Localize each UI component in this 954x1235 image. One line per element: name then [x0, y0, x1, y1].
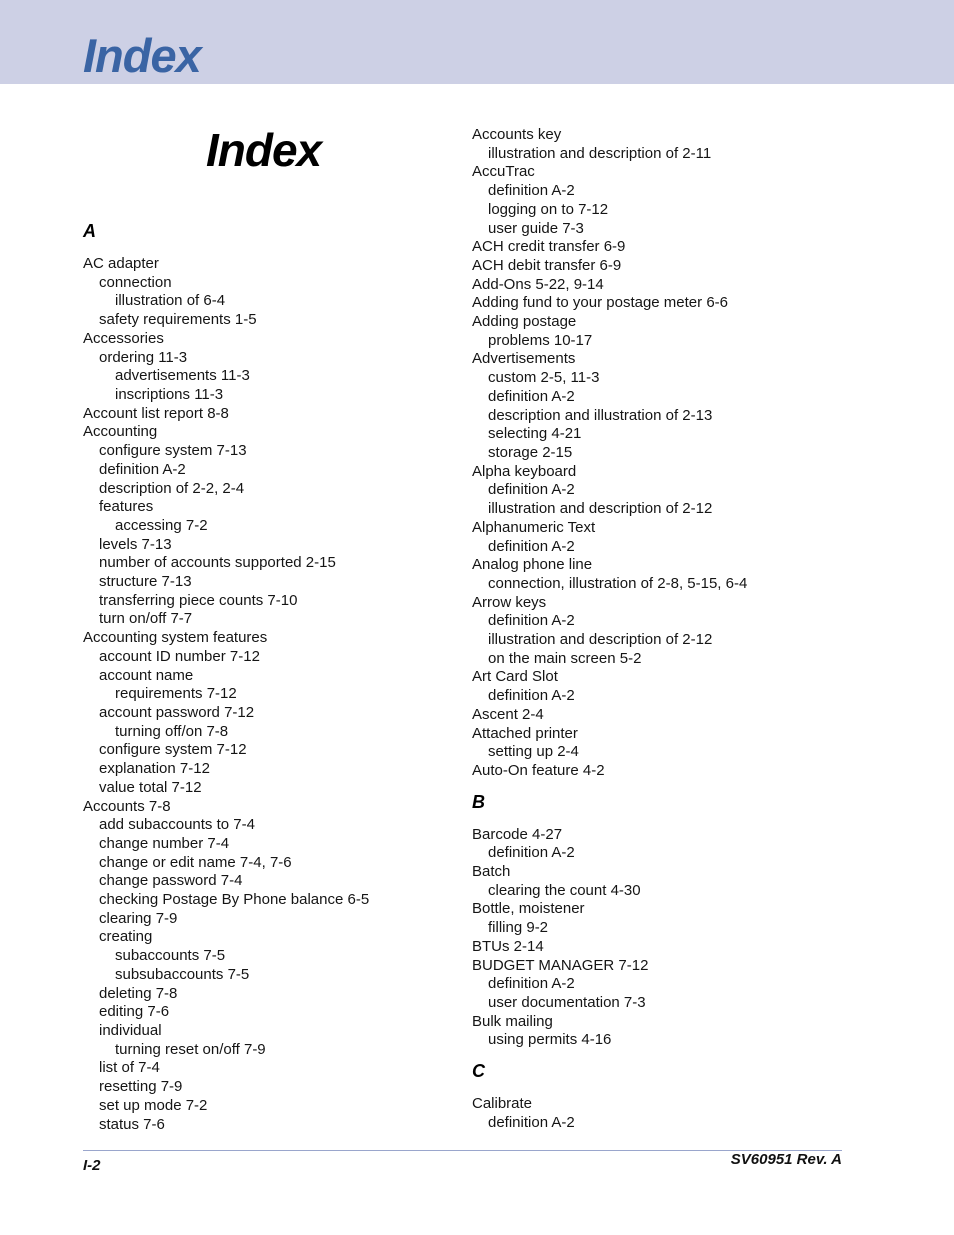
index-entry: definition A-2 [488, 975, 575, 992]
index-entry: turn on/off 7-7 [99, 610, 193, 627]
index-entry: account password 7-12 [99, 704, 255, 721]
index-entry: transferring piece counts 7-10 [99, 592, 298, 609]
index-entry: inscriptions 11-3 [115, 386, 224, 403]
index-entry: subaccounts 7-5 [115, 947, 226, 964]
index-entry: AccuTrac [472, 163, 535, 180]
index-entry: Attached printer [472, 725, 578, 742]
index-entry: Arrow keys [472, 594, 547, 611]
index-entry: filling 9-2 [488, 919, 549, 936]
section-letter-a: A [83, 221, 96, 241]
index-entry: add subaccounts to 7-4 [99, 816, 255, 833]
index-entry: individual [99, 1022, 162, 1039]
index-entry: number of accounts supported 2-15 [99, 554, 336, 571]
index-entry: clearing 7-9 [99, 910, 178, 927]
index-entry: AC adapter [83, 255, 159, 272]
footer-page-number: I-2 [83, 1157, 101, 1174]
index-entry: Advertisements [472, 350, 576, 367]
index-entry: turning reset on/off 7-9 [115, 1041, 266, 1058]
index-entry: illustration and description of 2-11 [488, 145, 712, 162]
index-entry: value total 7-12 [99, 779, 202, 796]
index-entry: account name [99, 667, 194, 684]
index-entry: Auto-On feature 4-2 [472, 762, 605, 779]
index-entry: Accessories [83, 330, 164, 347]
index-entry: creating [99, 928, 153, 945]
index-entry: user guide 7-3 [488, 220, 584, 237]
index-entry: Art Card Slot [472, 668, 558, 685]
index-entry: status 7-6 [99, 1116, 165, 1133]
index-entry: levels 7-13 [99, 536, 172, 553]
index-entry: checking Postage By Phone balance 6-5 [99, 891, 370, 908]
index-entry: definition A-2 [488, 538, 575, 555]
index-entry: advertisements 11-3 [115, 367, 250, 384]
index-entry: ACH credit transfer 6-9 [472, 238, 626, 255]
index-entry: definition A-2 [488, 1114, 575, 1131]
index-entry: storage 2-15 [488, 444, 573, 461]
index-entry: Bottle, moistener [472, 900, 585, 917]
index-entry: definition A-2 [99, 461, 186, 478]
header-title: Index [83, 29, 201, 82]
index-entry: structure 7-13 [99, 573, 192, 590]
index-entry: definition A-2 [488, 481, 575, 498]
index-entry: set up mode 7-2 [99, 1097, 208, 1114]
index-entry: change number 7-4 [99, 835, 230, 852]
index-entry: Bulk mailing [472, 1013, 553, 1030]
index-entry: configure system 7-12 [99, 741, 247, 758]
index-entry: definition A-2 [488, 182, 575, 199]
footer-rule [83, 1150, 842, 1151]
index-entry: on the main screen 5-2 [488, 650, 642, 667]
index-entry: Calibrate [472, 1095, 533, 1112]
index-entry: editing 7-6 [99, 1003, 170, 1020]
index-entry: accessing 7-2 [115, 517, 208, 534]
index-entry: setting up 2-4 [488, 743, 579, 760]
index-entry: using permits 4-16 [488, 1031, 612, 1048]
index-entry: Accounting system features [83, 629, 268, 646]
index-entry: connection [99, 274, 172, 291]
index-entry: definition A-2 [488, 844, 575, 861]
index-entry: ACH debit transfer 6-9 [472, 257, 622, 274]
index-entry: Accounts 7-8 [83, 798, 171, 815]
index-entry: Alpha keyboard [472, 463, 577, 480]
index-entry: Account list report 8-8 [83, 405, 229, 422]
index-entry: user documentation 7-3 [488, 994, 646, 1011]
index-entry: illustration of 6-4 [115, 292, 226, 309]
index-entry: requirements 7-12 [115, 685, 237, 702]
page-title: Index [206, 124, 322, 176]
index-entry: custom 2-5, 11-3 [488, 369, 600, 386]
index-entry: description and illustration of 2-13 [488, 407, 713, 424]
index-entry: Ascent 2-4 [472, 706, 544, 723]
index-entry: description of 2-2, 2-4 [99, 480, 245, 497]
index-entry: deleting 7-8 [99, 985, 178, 1002]
index-entry: Adding fund to your postage meter 6-6 [472, 294, 728, 311]
index-entry: definition A-2 [488, 612, 575, 629]
index-entry: turning off/on 7-8 [115, 723, 229, 740]
section-letter-b: B [472, 792, 485, 812]
index-entry: list of 7-4 [99, 1059, 160, 1076]
section-letter-c: C [472, 1061, 485, 1081]
index-entry: selecting 4-21 [488, 425, 582, 442]
index-entry: change or edit name 7-4, 7-6 [99, 854, 292, 871]
index-entry: illustration and description of 2-12 [488, 500, 713, 517]
index-entry: features [99, 498, 154, 515]
index-entry: BUDGET MANAGER 7-12 [472, 957, 649, 974]
index-entry: Analog phone line [472, 556, 593, 573]
index-entry: safety requirements 1-5 [99, 311, 257, 328]
index-entry: clearing the count 4-30 [488, 882, 641, 899]
index-entry: Accounts key [472, 126, 562, 143]
index-entry: account ID number 7-12 [99, 648, 260, 665]
header-band [0, 0, 954, 84]
index-entry: change password 7-4 [99, 872, 243, 889]
index-entry: Batch [472, 863, 511, 880]
index-entry: subsubaccounts 7-5 [115, 966, 250, 983]
index-entry: explanation 7-12 [99, 760, 210, 777]
index-entry: connection, illustration of 2-8, 5-15, 6-4 [488, 575, 748, 592]
index-entry: BTUs 2-14 [472, 938, 544, 955]
index-entry: configure system 7-13 [99, 442, 247, 459]
index-entry: Barcode 4-27 [472, 826, 563, 843]
index-entry: definition A-2 [488, 687, 575, 704]
index-entry: Alphanumeric Text [472, 519, 596, 536]
index-entry: Accounting [83, 423, 158, 440]
index-entry: resetting 7-9 [99, 1078, 183, 1095]
index-entry: Adding postage [472, 313, 577, 330]
index-entry: Add-Ons 5-22, 9-14 [472, 276, 604, 293]
index-entry: logging on to 7-12 [488, 201, 609, 218]
footer-doc-revision: SV60951 Rev. A [730, 1151, 842, 1168]
index-entry: definition A-2 [488, 388, 575, 405]
index-entry: problems 10-17 [488, 332, 593, 349]
index-entry: illustration and description of 2-12 [488, 631, 713, 648]
index-entry: ordering 11-3 [99, 349, 188, 366]
